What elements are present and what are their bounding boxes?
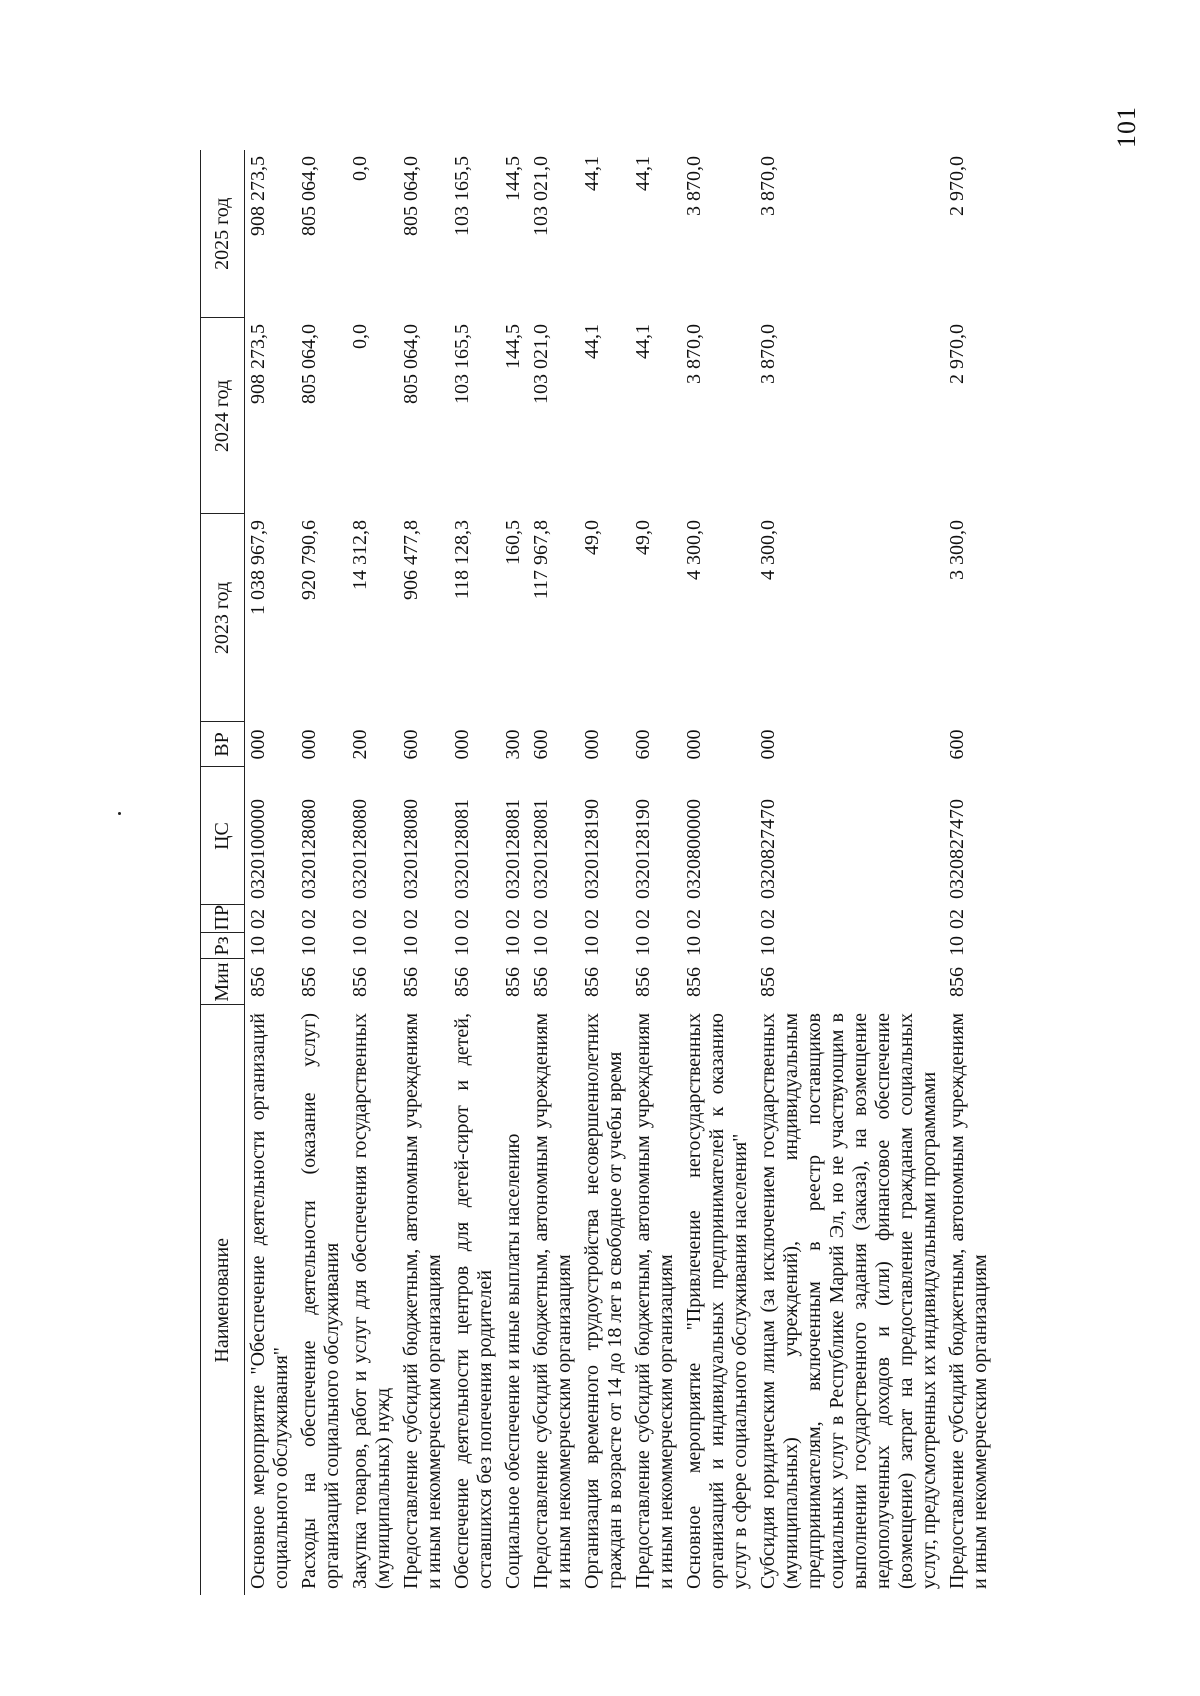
row-vr: 000	[451, 729, 473, 760]
row-rz: 10	[632, 936, 654, 956]
row-amount-2024: 144,5	[502, 324, 524, 369]
row-pr: 02	[298, 909, 320, 929]
row-vr: 300	[502, 729, 524, 760]
row-amount-2023: 160,5	[502, 520, 524, 565]
row-amount-2025: 3 870,0	[757, 156, 779, 216]
row-amount-2025: 144,5	[502, 156, 524, 201]
row-vr: 600	[946, 729, 968, 760]
row-rz: 10	[502, 936, 524, 956]
row-cs: 0320100000	[247, 799, 269, 899]
row-amount-2024: 2 970,0	[946, 324, 968, 384]
row-amount-2025: 103 021,0	[530, 156, 552, 236]
row-pr: 02	[400, 909, 422, 929]
row-rz: 10	[451, 936, 473, 956]
row-pr: 02	[349, 909, 371, 929]
row-cs: 0320128080	[400, 799, 422, 899]
row-name: Основное мероприятие "Обеспечение деятельности организаций социального обслуживания"	[247, 1013, 292, 1589]
header-pr: ПР	[201, 905, 245, 933]
row-amount-2023: 920 790,6	[298, 520, 320, 600]
row-min: 856	[530, 967, 552, 997]
row-min: 856	[683, 967, 705, 997]
row-rz: 10	[683, 936, 705, 956]
table-row	[944, 150, 995, 1595]
table-row	[630, 150, 681, 1595]
row-name: Субсидия юридическим лицам (за исключением государственных (муниципальных) учреждений), индивидуальным предпринимателям, включенным в реестр поставщиков социальных услуг в Республике Марий Эл, но не участвующим в выполнении государственного задания (заказа), на возмещение недополученных доходов и (или) финансовое обеспечение (возмещение) затрат на предоставление гражданам социальных услуг, предусмотренных их индивидуальными программами	[757, 1013, 940, 1589]
table-row	[398, 150, 449, 1595]
row-rz: 10	[946, 936, 968, 956]
row-cs: 0320128081	[502, 799, 524, 899]
table-row	[755, 150, 944, 1595]
row-rz: 10	[298, 936, 320, 956]
row-pr: 02	[632, 909, 654, 929]
row-min: 856	[247, 967, 269, 997]
row-name: Предоставление субсидий бюджетным, автономным учреждениям и иным некоммерческим организациям	[632, 1013, 677, 1589]
row-cs: 0320128080	[349, 799, 371, 899]
row-vr: 000	[298, 729, 320, 760]
table-header-row	[201, 150, 245, 1595]
row-amount-2023: 49,0	[632, 520, 654, 555]
header-2025: 2025 год	[201, 150, 245, 318]
row-cs: 0320128081	[451, 799, 473, 899]
table-row	[347, 150, 398, 1595]
header-2024: 2024 год	[201, 318, 245, 514]
row-rz: 10	[349, 936, 371, 956]
row-name: Расходы на обеспечение деятельности (оказание услуг) организаций социального обслуживания	[298, 1013, 343, 1589]
row-cs: 0320800000	[683, 799, 705, 899]
row-amount-2024: 3 870,0	[757, 324, 779, 384]
row-vr: 000	[757, 729, 779, 760]
row-name: Обеспечение деятельности центров для детей-сирот и детей, оставшихся без попечения родителей	[451, 1013, 496, 1589]
row-amount-2024: 103 021,0	[530, 324, 552, 404]
table-row	[245, 150, 297, 1595]
row-amount-2023: 117 967,8	[530, 520, 552, 600]
row-pr: 02	[530, 909, 552, 929]
table-row	[296, 150, 347, 1595]
table-row	[500, 150, 528, 1595]
row-name: Предоставление субсидий бюджетным, автономным учреждениям и иным некоммерческим организациям	[946, 1013, 991, 1589]
row-name: Предоставление субсидий бюджетным, автономным учреждениям и иным некоммерческим организациям	[530, 1013, 575, 1589]
row-min: 856	[451, 967, 473, 997]
row-amount-2025: 44,1	[581, 156, 603, 191]
row-cs: 0320128190	[581, 799, 603, 899]
row-amount-2024: 805 064,0	[400, 324, 422, 404]
header-2023: 2023 год	[201, 514, 245, 722]
row-amount-2025: 805 064,0	[298, 156, 320, 236]
row-name: Социальное обеспечение и иные выплаты населению	[502, 1133, 524, 1589]
row-min: 856	[632, 967, 654, 997]
row-rz: 10	[530, 936, 552, 956]
row-rz: 10	[757, 936, 779, 956]
row-min: 856	[400, 967, 422, 997]
row-name: Организация временного трудоустройства несовершеннолетних граждан в возрасте от 14 до 18 лет в свободное от учебы время	[581, 1013, 626, 1589]
row-vr: 600	[632, 729, 654, 760]
row-pr: 02	[757, 909, 779, 929]
row-pr: 02	[946, 909, 968, 929]
header-vr: ВР	[201, 722, 245, 767]
row-pr: 02	[247, 909, 269, 929]
row-amount-2024: 103 165,5	[451, 324, 473, 404]
row-rz: 10	[247, 936, 269, 956]
row-amount-2025: 3 870,0	[683, 156, 705, 216]
row-min: 856	[349, 967, 371, 997]
row-amount-2024: 908 273,5	[247, 324, 269, 404]
scan-speck	[118, 812, 121, 815]
table-row	[528, 150, 579, 1595]
row-vr: 200	[349, 729, 371, 760]
row-cs: 0320128080	[298, 799, 320, 899]
row-cs: 0320827470	[946, 799, 968, 899]
table-body	[245, 150, 996, 1595]
row-vr: 000	[247, 729, 269, 760]
row-vr: 000	[683, 729, 705, 760]
row-min: 856	[502, 967, 524, 997]
row-rz: 10	[400, 936, 422, 956]
row-amount-2023: 49,0	[581, 520, 603, 555]
row-name: Основное мероприятие "Привлечение негосударственных организаций и индивидуальных предпринимателей к оказанию услуг в сфере социального обслуживания населения"	[683, 1013, 751, 1589]
row-pr: 02	[683, 909, 705, 929]
row-min: 856	[946, 967, 968, 997]
row-amount-2024: 3 870,0	[683, 324, 705, 384]
budget-table	[200, 150, 995, 1595]
row-cs: 0320827470	[757, 799, 779, 899]
row-amount-2023: 118 128,3	[451, 520, 473, 600]
row-amount-2024: 44,1	[632, 324, 654, 359]
row-amount-2023: 1 038 967,9	[247, 520, 269, 615]
header-cs: ЦС	[201, 767, 245, 905]
header-rz: Рз	[201, 933, 245, 959]
row-vr: 600	[400, 729, 422, 760]
row-vr: 600	[530, 729, 552, 760]
table-row	[449, 150, 500, 1595]
row-pr: 02	[581, 909, 603, 929]
row-vr: 000	[581, 729, 603, 760]
row-cs: 0320128190	[632, 799, 654, 899]
row-amount-2025: 44,1	[632, 156, 654, 191]
header-min: Мин	[201, 959, 245, 1005]
row-amount-2025: 0,0	[349, 156, 371, 181]
row-amount-2023: 3 300,0	[946, 520, 968, 580]
row-name: Закупка товаров, работ и услуг для обеспечения государственных (муниципальных) нужд	[349, 1013, 394, 1589]
row-amount-2024: 0,0	[349, 324, 371, 349]
page-number: 101	[1112, 106, 1141, 148]
row-amount-2023: 906 477,8	[400, 520, 422, 600]
row-name: Предоставление субсидий бюджетным, автономным учреждениям и иным некоммерческим организациям	[400, 1013, 445, 1589]
row-min: 856	[298, 967, 320, 997]
row-amount-2023: 14 312,8	[349, 520, 371, 590]
row-amount-2025: 103 165,5	[451, 156, 473, 236]
row-amount-2025: 2 970,0	[946, 156, 968, 216]
row-amount-2025: 805 064,0	[400, 156, 422, 236]
budget-table-container	[200, 150, 995, 1595]
row-cs: 0320128081	[530, 799, 552, 899]
row-amount-2024: 805 064,0	[298, 324, 320, 404]
row-amount-2023: 4 300,0	[683, 520, 705, 580]
row-amount-2023: 4 300,0	[757, 520, 779, 580]
table-row	[579, 150, 630, 1595]
row-min: 856	[581, 967, 603, 997]
row-min: 856	[757, 967, 779, 997]
row-pr: 02	[502, 909, 524, 929]
row-amount-2025: 908 273,5	[247, 156, 269, 236]
table-row	[681, 150, 755, 1595]
row-amount-2024: 44,1	[581, 324, 603, 359]
row-pr: 02	[451, 909, 473, 929]
row-rz: 10	[581, 936, 603, 956]
header-name: Наименование	[201, 1005, 245, 1595]
